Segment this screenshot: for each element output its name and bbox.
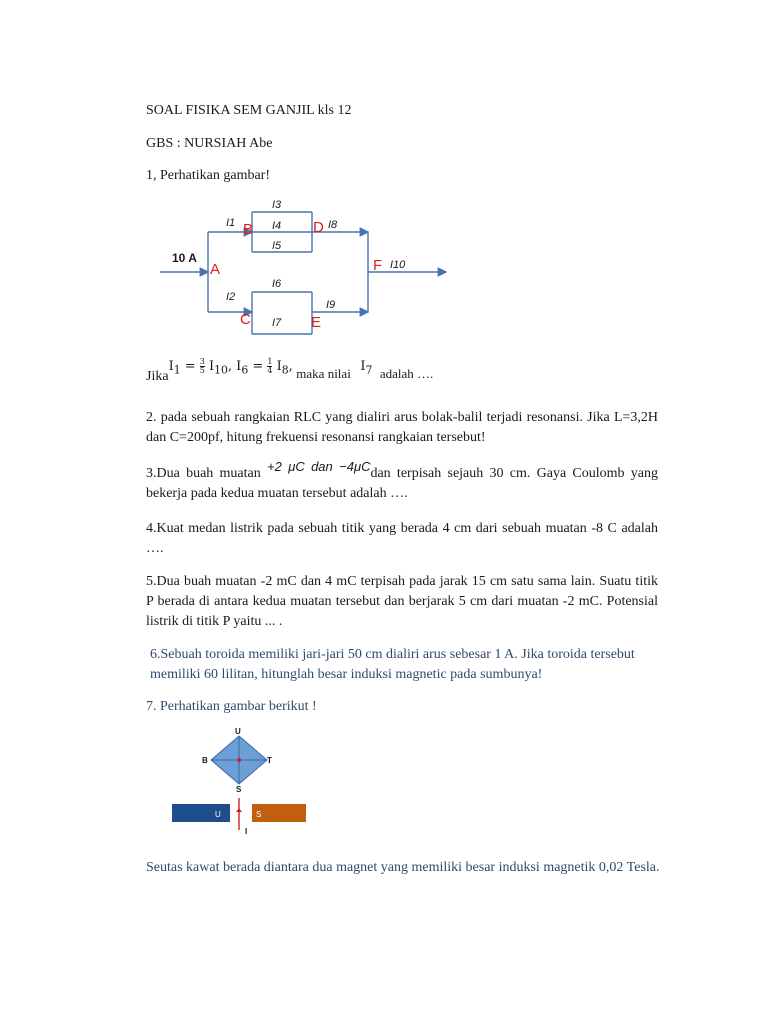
compass-north-label: U xyxy=(235,727,241,736)
q1-jika: Jika xyxy=(146,369,169,384)
current-i5: I5 xyxy=(272,240,282,252)
magnet-diagram xyxy=(170,726,310,838)
node-f: F xyxy=(373,257,383,274)
current-i3: I3 xyxy=(272,199,282,211)
compass-west-label: B xyxy=(202,756,208,765)
current-i4: I4 xyxy=(272,220,282,232)
q3-pre: 3.Dua buah muatan xyxy=(146,466,261,481)
current-i10: I10 xyxy=(390,259,406,271)
current-i8: I8 xyxy=(328,219,338,231)
q3-post: dan terpisah sejauh 30 cm. Gaya Coulomb yang bekerja pada kedua muatan tersebut adalah …. xyxy=(146,466,658,501)
magnet-right-label: S xyxy=(256,810,262,819)
magnet-north xyxy=(172,804,230,822)
question-6: 6.Sebuah toroida memiliki jari-jari 50 cm dialiri arus sebesar 1 A. Jika toroida tersebut memiliki 60 lilitan, hitunglah besar induksi magnetic pada sumbunya! xyxy=(150,647,635,682)
node-e: E xyxy=(311,314,322,331)
q7-text: Seutas kawat berada diantara dua magnet yang memiliki besar induksi magnetik 0,02 Tesla. xyxy=(146,860,660,875)
frac-3-5: $\frac{3}{5}$ xyxy=(199,357,205,376)
doc-title: SOAL FISIKA SEM GANJIL kls 12 xyxy=(146,103,352,118)
compass-east-label: T xyxy=(267,756,272,765)
q1-maka: maka nilai xyxy=(296,366,351,381)
q3-charges: +2 μC dan −4μC xyxy=(267,459,371,474)
question-4: 4.Kuat medan listrik pada sebuah titik yang berada 4 cm dari sebuah muatan -8 C adalah …. xyxy=(146,521,658,556)
compass-south-label: S xyxy=(236,785,242,794)
q7-intro: 7. Perhatikan gambar berikut ! xyxy=(146,699,317,714)
q1-adalah: adalah …. xyxy=(379,366,434,381)
node-b: B xyxy=(243,221,254,238)
doc-author: GBS : NURSIAH Abe xyxy=(146,136,273,151)
q1-equation: JikaI$_1$ = $\frac{3}{5}$ $I_{10}$, $I_6$ = $\frac{1}{4}$ $I_8$, maka nilai $I_7$ adalah …. xyxy=(146,357,434,384)
question-5: 5.Dua buah muatan -2 mC dan 4 mC terpisah pada jarak 15 cm satu sama lain. Suatu titik P berada di antara kedua muatan tersebut dan berjarak 5 cm dari muatan -2 mC. Potensial listrik di titik P yaitu ... . xyxy=(146,574,658,629)
magnet-left-label: U xyxy=(215,810,221,819)
node-a: A xyxy=(210,261,221,278)
circuit-diagram xyxy=(160,192,460,342)
frac-1-4: $\frac{1}{4}$ xyxy=(267,357,273,376)
node-d: D xyxy=(313,219,324,236)
current-i1: I1 xyxy=(226,217,236,229)
current-i2: I2 xyxy=(226,291,236,303)
current-i6: I6 xyxy=(272,278,282,290)
question-3 xyxy=(146,459,658,504)
current-i7: I7 xyxy=(272,317,282,329)
current-i9: I9 xyxy=(326,299,336,311)
question-2: 2. pada sebuah rangkaian RLC yang dialiri arus bolak-balil terjadi resonansi. Jika L=3,2H dan C=200pf, hitung frekuensi resonansi rangkaian tersebut! xyxy=(146,410,658,445)
q1-intro: 1, Perhatikan gambar! xyxy=(146,168,271,183)
wire-label: I xyxy=(245,827,248,836)
node-c: C xyxy=(240,311,251,328)
circuit-input-label: 10 A xyxy=(172,251,197,265)
